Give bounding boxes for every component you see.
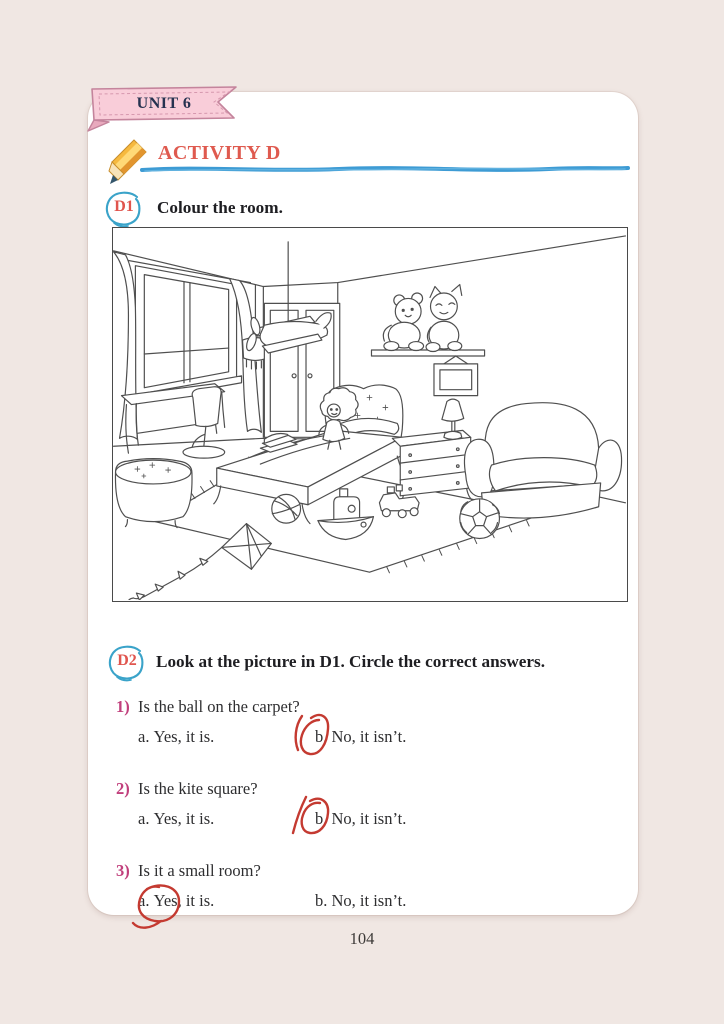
d2-badge-label: D2 [117,652,137,669]
page-number: 104 [349,929,375,948]
question-3-number: 3) [116,861,130,880]
question-3-option-b[interactable]: b. No, it isn’t. [315,891,407,910]
question-2-option-b[interactable]: b. No, it isn’t. [315,809,407,828]
kite [123,524,271,600]
question-1-text: Is the ball on the carpet? [138,697,300,716]
activity-underline [139,163,631,175]
beach-ball [272,494,301,523]
question-3-text: Is it a small room? [138,861,261,880]
question-1-option-b[interactable]: b. No, it isn’t. [315,727,407,746]
teddy-bears [383,285,461,352]
question-2-option-a[interactable]: a. Yes, it is. [138,809,215,828]
unit-label: UNIT 6 [136,95,192,112]
question-1-answer-circle [291,708,333,762]
question-2-answer-circle [288,793,332,839]
question-2-number: 2) [116,779,130,798]
wall-shelf [371,350,484,356]
d1-instruction: Colour the room. [157,198,283,217]
question-1-number: 1) [116,697,130,716]
room-drawing [113,228,626,600]
d2-badge [106,643,148,683]
room-picture [112,227,628,602]
question-3-option-a[interactable]: a. Yes, it is. [138,891,215,910]
question-3-answer-circle [131,879,189,929]
toy-airplane [245,242,332,353]
picture-frame [434,356,478,396]
table-lamp [442,399,464,439]
d1-badge [103,189,145,229]
football [460,499,500,539]
desk-chair [183,387,225,458]
question-2-text: Is the kite square? [138,779,258,798]
activity-title: ACTIVITY D [158,142,281,164]
d1-badge-label: D1 [114,198,134,215]
d2-instruction: Look at the picture in D1. Circle the correct answers. [156,652,546,671]
pouf [115,459,192,528]
question-1-option-a[interactable]: a. Yes, it is. [138,727,215,746]
